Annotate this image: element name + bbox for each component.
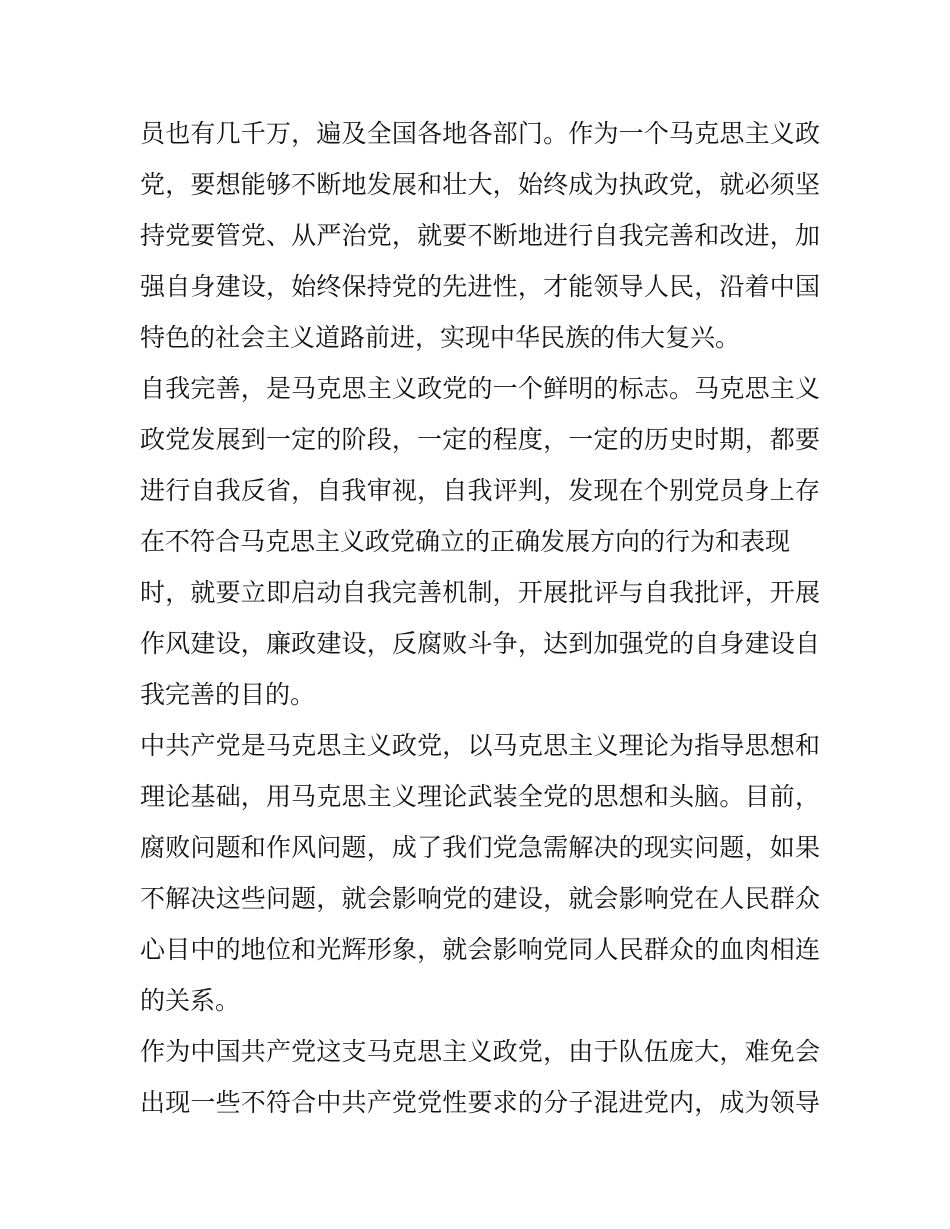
text-line: 持党要管党、从严治党，就要不断地进行自我完善和改进，加 — [140, 221, 820, 250]
text-line: 中共产党是马克思主义政党，以马克思主义理论为指导思想和 — [140, 731, 820, 760]
document-body — [140, 108, 820, 1128]
text-line: 出现一些不符合中共产党党性要求的分子混进党内，成为领导 — [140, 1088, 820, 1117]
text-line: 作为中国共产党这支马克思主义政党，由于队伍庞大，难免会 — [140, 1037, 820, 1066]
text-line: 强自身建设，始终保持党的先进性，才能领导人民，沿着中国 — [140, 272, 820, 301]
text-line: 时，就要立即启动自我完善机制，开展批评与自我批评，开展 — [140, 578, 820, 607]
text-line: 作风建设，廉政建设，反腐败斗争，达到加强党的自身建设自 — [140, 629, 820, 658]
text-line: 员也有几千万，遍及全国各地各部门。作为一个马克思主义政 — [140, 119, 820, 148]
text-line: 进行自我反省，自我审视，自我评判，发现在个别党员身上存 — [140, 476, 820, 505]
text-line: 不解决这些问题，就会影响党的建设，就会影响党在人民群众 — [140, 884, 820, 913]
text-line: 党，要想能够不断地发展和壮大，始终成为执政党，就必须坚 — [140, 170, 820, 199]
text-line: 理论基础，用马克思主义理论武装全党的思想和头脑。目前， — [140, 782, 820, 811]
text-line: 心目中的地位和光辉形象，就会影响党同人民群众的血肉相连 — [140, 935, 820, 964]
text-line: 特色的社会主义道路前进，实现中华民族的伟大复兴。 — [140, 323, 741, 352]
text-line: 在不符合马克思主义政党确立的正确发展方向的行为和表现 — [140, 527, 791, 556]
text-line: 我完善的目的。 — [140, 680, 316, 709]
text-line: 腐败问题和作风问题，成了我们党急需解决的现实问题，如果 — [140, 833, 820, 862]
text-line: 的关系。 — [140, 986, 241, 1015]
text-line: 政党发展到一定的阶段，一定的程度，一定的历史时期，都要 — [140, 425, 820, 454]
text-line: 自我完善，是马克思主义政党的一个鲜明的标志。马克思主义 — [140, 374, 820, 403]
